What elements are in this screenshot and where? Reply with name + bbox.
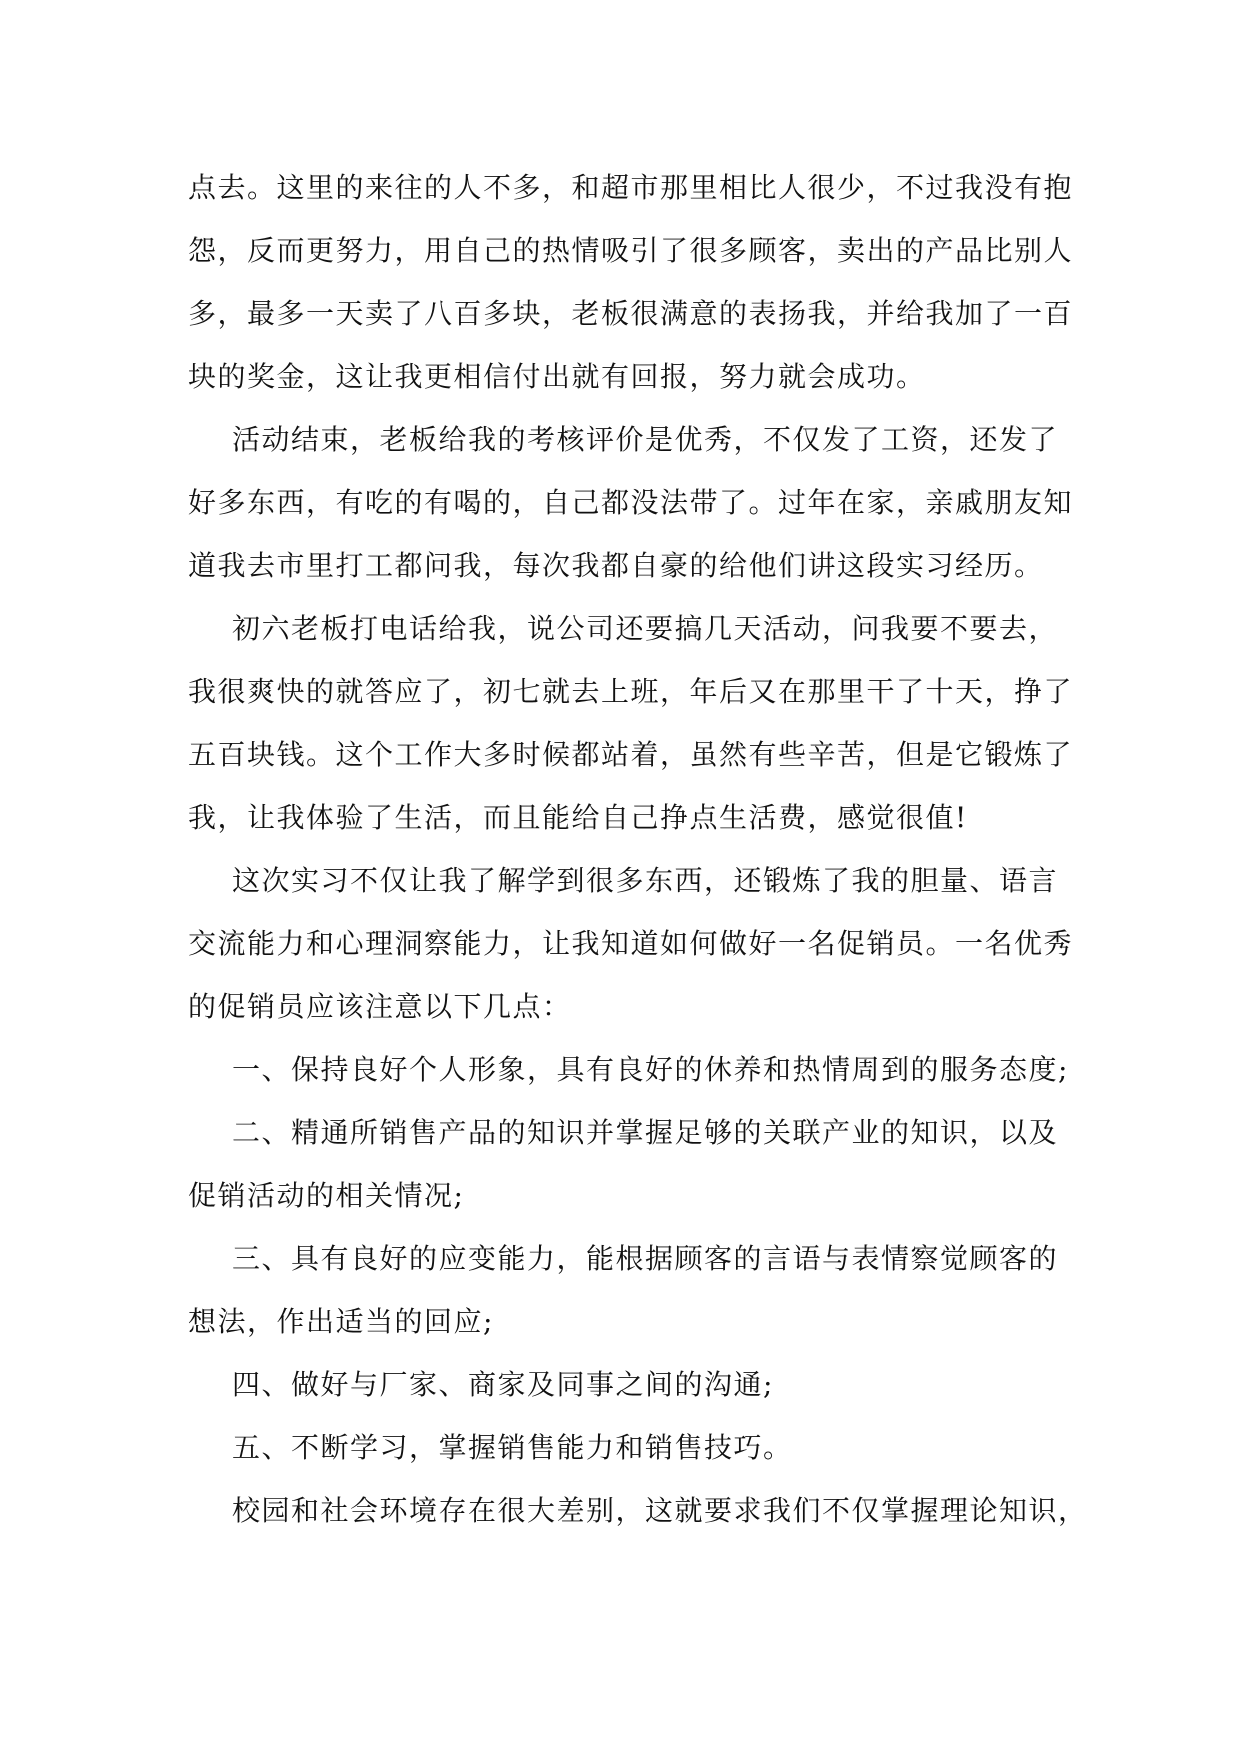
text-line: 好多东西，有吃的有喝的，自己都没法带了。过年在家，亲戚朋友知 bbox=[188, 486, 1074, 519]
list-item bbox=[188, 1227, 1058, 1353]
text-line: 块的奖金，这让我更相信付出就有回报，努力就会成功。 bbox=[188, 360, 926, 393]
text-line: 活动结束，老板给我的考核评价是优秀，不仅发了工资，还发了 bbox=[232, 423, 1059, 456]
paragraph bbox=[188, 849, 1074, 1038]
text-line: 促销活动的相关情况; bbox=[188, 1179, 465, 1212]
text-line: 我，让我体验了生活，而且能给自己挣点生活费，感觉很值! bbox=[188, 801, 968, 834]
text-line: 的促销员应该注意以下几点： bbox=[188, 990, 572, 1023]
text-line: 校园和社会环境存在很大差别，这就要求我们不仅掌握理论知识， bbox=[232, 1494, 1088, 1527]
text-line: 多，最多一天卖了八百多块，老板很满意的表扬我，并给我加了一百 bbox=[188, 297, 1074, 330]
text-line: 五百块钱。这个工作大多时候都站着，虽然有些辛苦，但是它锻炼了 bbox=[188, 738, 1074, 771]
text-line: 交流能力和心理洞察能力，让我知道如何做好一名促销员。一名优秀 bbox=[188, 927, 1074, 960]
list-item bbox=[188, 1101, 1058, 1227]
text-line: 这次实习不仅让我了解学到很多东西，还锻炼了我的胆量、语言 bbox=[232, 864, 1059, 897]
paragraph bbox=[188, 1479, 1088, 1542]
paragraph bbox=[188, 597, 1074, 849]
paragraph bbox=[188, 408, 1074, 597]
text-line: 四、做好与厂家、商家及同事之间的沟通; bbox=[232, 1368, 774, 1401]
paragraph bbox=[188, 156, 1074, 408]
text-line: 想法，作出适当的回应; bbox=[188, 1305, 494, 1338]
text-line: 怨，反而更努力，用自己的热情吸引了很多顾客，卖出的产品比别人 bbox=[188, 234, 1074, 267]
list-item bbox=[188, 1353, 1058, 1416]
text-line: 初六老板打电话给我，说公司还要搞几天活动，问我要不要去， bbox=[232, 612, 1059, 645]
list-item bbox=[188, 1038, 1069, 1101]
text-line: 道我去市里打工都问我，每次我都自豪的给他们讲这段实习经历。 bbox=[188, 549, 1044, 582]
text-line: 我很爽快的就答应了，初七就去上班，年后又在那里干了十天，挣了 bbox=[188, 675, 1074, 708]
text-line: 一、保持良好个人形象，具有良好的休养和热情周到的服务态度; bbox=[232, 1053, 1069, 1086]
text-line: 点去。这里的来往的人不多，和超市那里相比人很少，不过我没有抱 bbox=[188, 171, 1074, 204]
text-line: 三、具有良好的应变能力，能根据顾客的言语与表情察觉顾客的 bbox=[232, 1242, 1059, 1275]
list-item bbox=[188, 1416, 1058, 1479]
text-line: 五、不断学习，掌握销售能力和销售技巧。 bbox=[232, 1431, 793, 1464]
document-body bbox=[188, 156, 1088, 1542]
text-line: 二、精通所销售产品的知识并掌握足够的关联产业的知识，以及 bbox=[232, 1116, 1059, 1149]
